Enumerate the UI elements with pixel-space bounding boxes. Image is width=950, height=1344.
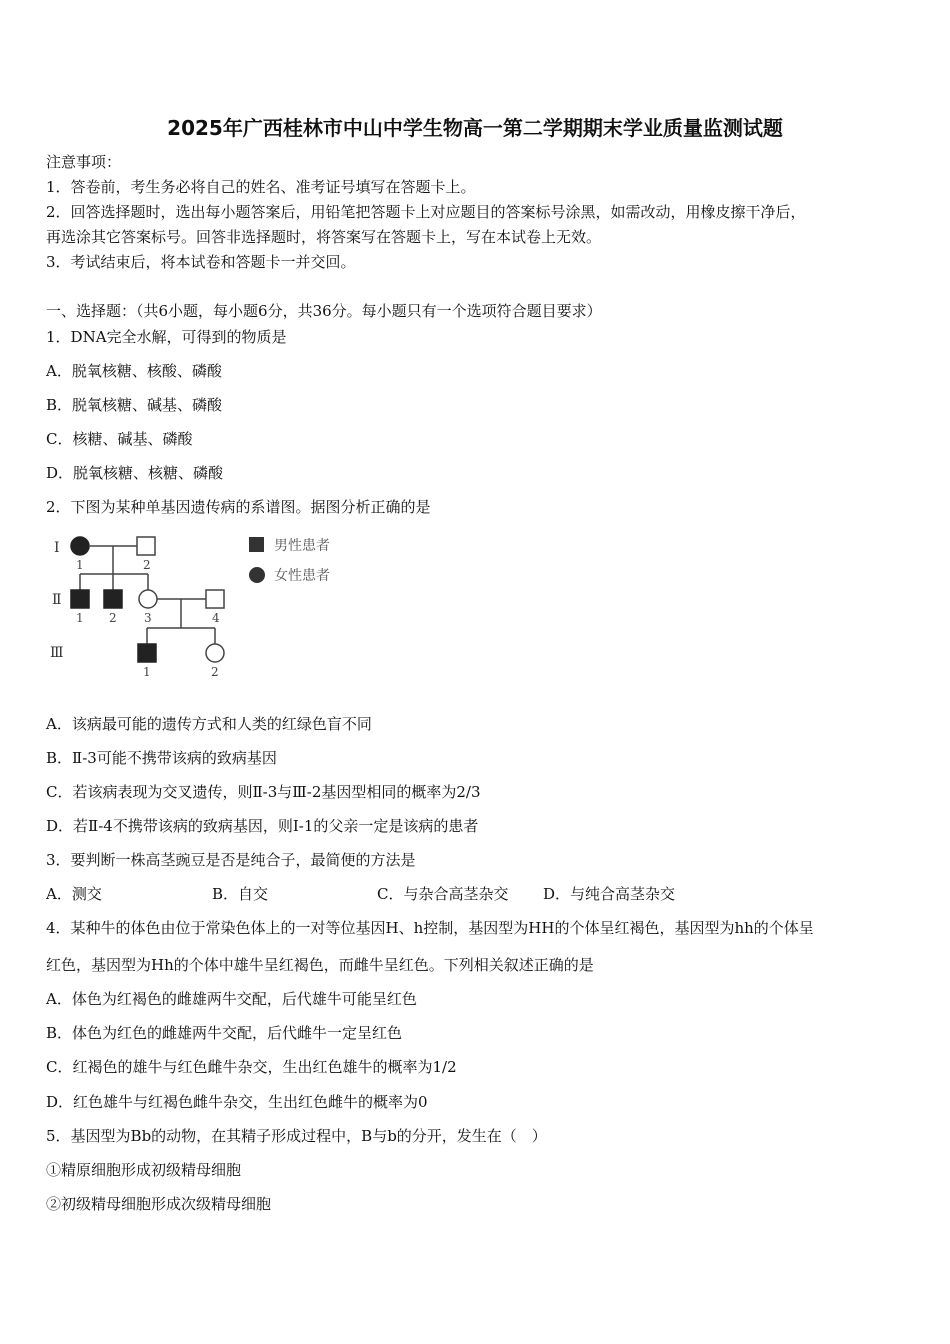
q3-option-c: C．与杂合高茎杂交 [377, 885, 509, 903]
q3-option-b: B．自交 [212, 885, 269, 903]
q2-option-a: A．该病最可能的遗传方式和人类的红绿色盲不同 [46, 715, 372, 733]
pedigree-ii2-affected-male [104, 590, 122, 608]
legend-affected-female-icon [249, 567, 265, 583]
q4-option-d: D．红色雄牛与红褐色雌牛杂交，生出红色雌牛的概率为0 [46, 1093, 428, 1111]
pedigree-number: 1 [76, 611, 84, 625]
q2-option-c: C．若该病表现为交叉遗传，则Ⅱ-3与Ⅲ-2基因型相同的概率为2/3 [46, 783, 481, 801]
pedigree-number: 3 [144, 611, 152, 625]
q1-stem: 1．DNA完全水解，可得到的物质是 [46, 328, 287, 346]
notice-item: 再选涂其它答案标号。回答非选择题时，将答案写在答题卡上，写在本试卷上无效。 [46, 228, 602, 246]
pedigree-number: 1 [76, 558, 84, 572]
notice-item: 3．考试结束后，将本试卷和答题卡一并交回。 [46, 253, 356, 271]
q3-option-d: D．与纯合高茎杂交 [543, 885, 676, 903]
generation-label-1: Ⅰ [54, 540, 60, 556]
q4-stem-line2: 红色，基因型为Hh的个体中雄牛呈红褐色，而雌牛呈红色。下列相关叙述正确的是 [46, 956, 594, 974]
pedigree-ii1-affected-male [71, 590, 89, 608]
q3-option-a: A．测交 [46, 885, 102, 903]
q3-stem: 3．要判断一株高茎豌豆是否是纯合子，最简便的方法是 [46, 851, 416, 869]
q2-option-b: B．Ⅱ-3可能不携带该病的致病基因 [46, 749, 277, 767]
legend-female-label: 女性患者 [274, 568, 330, 584]
pedigree-iii2-female [206, 644, 224, 662]
exam-title: 2025年广西桂林市中山中学生物高一第二学期期末学业质量监测试题 [167, 116, 783, 140]
pedigree-ii3-female [139, 590, 157, 608]
q5-stem: 5．基因型为Bb的动物，在其精子形成过程中，B与b的分开，发生在（ ） [46, 1127, 547, 1145]
pedigree-number: 2 [143, 558, 151, 572]
q5-item-1: ①精原细胞形成初级精母细胞 [46, 1161, 242, 1179]
notice-item: 1．答卷前，考生务必将自己的姓名、准考证号填写在答题卡上。 [46, 178, 476, 196]
pedigree-i1-affected-female [71, 537, 89, 555]
pedigree-number: 1 [143, 665, 151, 679]
legend-affected-male-icon [249, 537, 264, 552]
pedigree-number: 4 [212, 611, 220, 625]
q1-option-d: D．脱氧核糖、核糖、磷酸 [46, 464, 224, 482]
q1-option-a: A．脱氧核糖、核酸、磷酸 [46, 362, 222, 380]
generation-label-3: Ⅲ [50, 645, 64, 661]
pedigree-i2-male [137, 537, 155, 555]
q2-option-d: D．若Ⅱ-4不携带该病的致病基因，则Ⅰ-1的父亲一定是该病的患者 [46, 817, 479, 835]
pedigree-chart [40, 528, 360, 680]
generation-label-2: Ⅱ [52, 592, 62, 608]
q4-option-b: B．体色为红色的雌雄两牛交配，后代雌牛一定呈红色 [46, 1024, 403, 1042]
pedigree-ii4-male [206, 590, 224, 608]
pedigree-number: 2 [211, 665, 219, 679]
q4-option-a: A．体色为红褐色的雌雄两牛交配，后代雄牛可能呈红色 [46, 990, 417, 1008]
q1-option-b: B．脱氧核糖、碱基、磷酸 [46, 396, 223, 414]
q4-option-c: C．红褐色的雄牛与红色雌牛杂交，生出红色雄牛的概率为1/2 [46, 1058, 457, 1076]
section-heading: 一、选择题：（共6小题，每小题6分，共36分。每小题只有一个选项符合题目要求） [46, 302, 602, 320]
legend-male-label: 男性患者 [274, 538, 330, 554]
pedigree-iii1-affected-male [138, 644, 156, 662]
notice-item: 2．回答选择题时，选出每小题答案后，用铅笔把答题卡上对应题目的答案标号涂黑，如需改动，用橡皮擦干净后， [46, 203, 806, 221]
notice-heading: 注意事项： [46, 153, 122, 171]
pedigree-number: 2 [109, 611, 117, 625]
q2-stem: 2．下图为某种单基因遗传病的系谱图。据图分析正确的是 [46, 498, 431, 516]
q1-option-c: C．核糖、碱基、磷酸 [46, 430, 193, 448]
q4-stem-line1: 4．某种牛的体色由位于常染色体上的一对等位基因H、h控制，基因型为HH的个体呈红褐色，基因型为hh的个体呈 [46, 919, 814, 937]
q5-item-2: ②初级精母细胞形成次级精母细胞 [46, 1195, 272, 1213]
